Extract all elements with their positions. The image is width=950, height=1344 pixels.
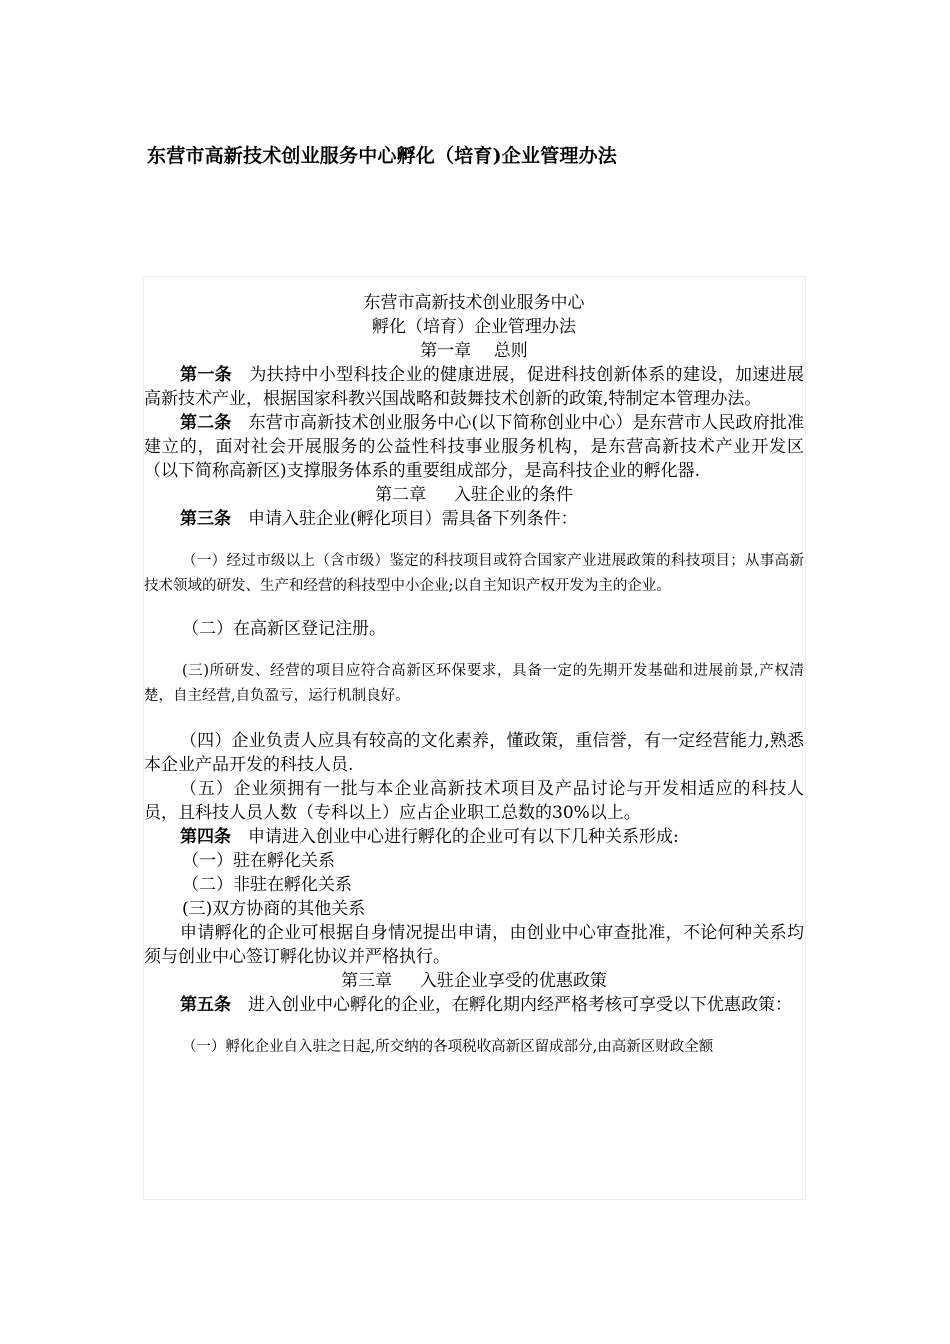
condition-5: （五）企业须拥有一批与本企业高新技术项目及产品讨论与开发相适应的科技人员，且科技人员人数（专科以上）应占企业职工总数的30%以上。 — [144, 779, 804, 823]
chapter-2-heading: 第二章 入驻企业的条件 — [375, 485, 573, 505]
article-4-label: 第四条 — [180, 827, 231, 847]
condition-4: （四）企业负责人应具有较高的文化素养，懂政策，重信誉，有一定经营能力,熟悉本企业产品开发的科技人员. — [144, 731, 804, 775]
condition-1: （一）经过市级以上（含市级）鉴定的科技项目或符合国家产业进展政策的科技项目；从事高新技术领域的研发、生产和经营的科技型中小企业;以自主知识产权开发为主的企业。 — [144, 553, 804, 594]
article-1-text: 为扶持中小型科技企业的健康进展，促进科技创新体系的建设，加速进展高新技术产业，根据国家科教兴国战略和鼓舞技术创新的政策,特制定本管理办法。 — [144, 365, 805, 409]
article-3-label: 第三条 — [180, 509, 231, 529]
article-3 — [144, 507, 804, 531]
document-title: 东营市高新技术创业服务中心孵化（培育)企业管理办法 — [147, 145, 617, 167]
chapter-3-heading: 第三章 入驻企业享受的优惠政策 — [341, 971, 607, 991]
article-5-text: 进入创业中心孵化的企业，在孵化期内经严格考核可享受以下优惠政策： — [231, 995, 792, 1015]
relation-1: （一）驻在孵化关系 — [182, 851, 335, 871]
content-frame — [143, 276, 806, 1200]
policy-1: （一）孵化企业自入驻之日起,所交纳的各项税收高新区留成部分,由高新区财政全额 — [182, 1039, 714, 1055]
condition-3: (三)所研发、经营的项目应符合高新区环保要求，具备一定的先期开发基础和进展前景,产权清楚，自主经营,自负盈亏，运行机制良好。 — [144, 663, 804, 704]
chapter-1-heading: 第一章 总则 — [420, 341, 528, 361]
article-4-text: 申请进入创业中心进行孵化的企业可有以下几种关系形成: — [231, 827, 679, 847]
article-2-label: 第二条 — [180, 413, 232, 433]
relation-3: (三)双方协商的其他关系 — [182, 899, 366, 919]
condition-2: （二）在高新区登记注册。 — [182, 619, 386, 639]
heading-line-1: 东营市高新技术创业服务中心 — [363, 293, 585, 313]
article-2 — [144, 411, 804, 483]
relation-2: （二）非驻在孵化关系 — [182, 875, 352, 895]
article-5 — [144, 993, 804, 1017]
article-5-label: 第五条 — [180, 995, 231, 1015]
article-3-text: 申请入驻企业(孵化项目）需具备下列条件： — [231, 509, 578, 529]
heading-line-2: 孵化（培育）企业管理办法 — [372, 317, 576, 337]
article-1-label: 第一条 — [180, 365, 233, 385]
article-1 — [144, 363, 804, 411]
document-body — [144, 291, 804, 1060]
article-2-text: 东营市高新技术创业服务中心(以下简称创业中心）是东营市人民政府批准建立的，面对社会开展服务的公益性科技事业服务机构，是东营高新技术产业开发区（以下简称高新区)支撑服务体系的重要组成部分，是高科技企业的孵化器. — [144, 413, 804, 481]
article-4 — [144, 825, 804, 849]
relation-note: 申请孵化的企业可根据自身情况提出申请，由创业中心审查批准，不论何种关系均须与创业中心签订孵化协议并严格执行。 — [144, 923, 804, 967]
